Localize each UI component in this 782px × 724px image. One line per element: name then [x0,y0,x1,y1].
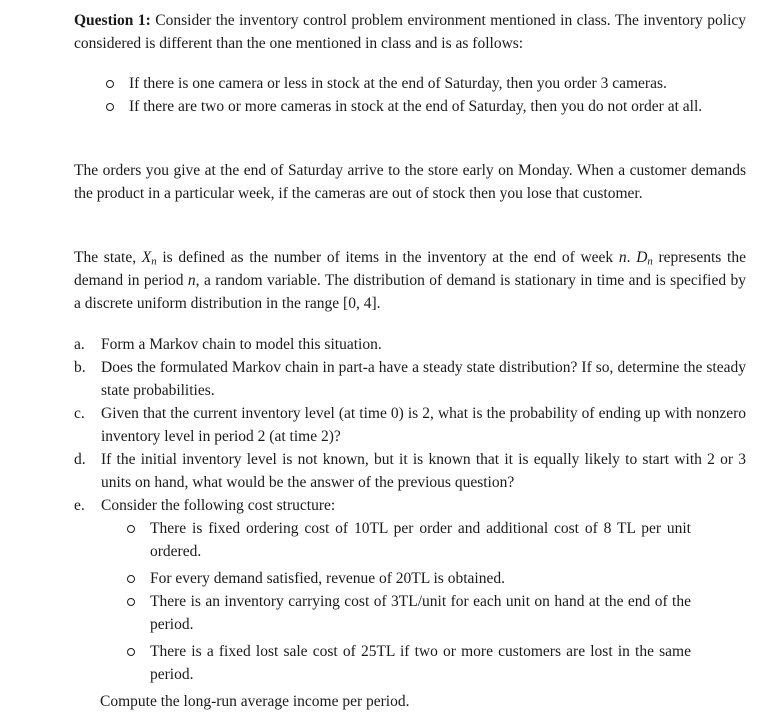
part-text: Consider the following cost structure: [101,497,336,514]
state-text: represents the demand in period [74,249,746,289]
part-item [74,494,746,686]
part-marker: e. [74,497,85,514]
cost-item: There is a fixed lost sale cost of 25TL if two or more customers are lost in the same period. [101,640,691,686]
var-n: n [187,272,196,289]
part-item [74,448,746,494]
part-item [74,402,746,448]
orders-paragraph [74,159,746,205]
state-text: . [376,295,381,312]
state-text: is defined as the number of items in the inventory at the end of week [156,249,619,266]
state-paragraph [74,246,746,315]
var-d: D [636,249,648,266]
state-text: . [626,249,637,266]
parts-list [74,333,746,686]
policy-list [74,72,746,118]
part-item [74,333,746,356]
part-text: Given that the current inventory level (at time 0) is 2, what is the probability of ending up with nonzero inventory level in period 2 (at time 2)? [101,405,746,445]
cost-structure-list [101,517,691,686]
policy-item: If there are two or more cameras in stock at the end of Saturday, then you do not order at all. [74,95,746,118]
demand-range: [0, 4] [343,295,377,312]
state-text: , a random variable. The distribution of demand is stationary in time and is specified by a discrete uniform distribution in the range [74,272,746,312]
policy-item: If there is one camera or less in stock at the end of Saturday, then you order 3 cameras. [74,72,746,95]
question-intro [74,9,746,55]
cost-item: There is fixed ordering cost of 10TL per order and additional cost of 8 TL per unit ordered. [101,517,691,563]
sub-n: n [151,255,157,268]
question-intro-text: Consider the inventory control problem environment mentioned in class. The inventory policy considered is different than the one mentioned in class and is as follows: [74,12,747,52]
sub-n: n [647,255,653,268]
part-marker: b. [74,359,86,376]
part-text: Does the formulated Markov chain in part-a have a steady state distribution? If so, determine the steady state probabilities. [101,359,746,399]
state-text: The state, [74,249,142,266]
var-x: X [141,249,152,266]
part-marker: a. [74,336,85,353]
part-marker: d. [74,451,86,468]
part-text: If the initial inventory level is not known, but it is known that it is equally likely to start with 2 or 3 units on hand, what would be the answer of the previous question? [101,451,746,491]
part-item [74,356,746,402]
part-marker: c. [74,405,85,422]
question-label: Question 1: [74,12,151,29]
final-task-text: Compute the long-run average income per period. [100,693,410,710]
part-text: Form a Markov chain to model this situation. [101,336,382,353]
var-n: n [618,249,627,266]
final-task [100,690,740,713]
cost-item: For every demand satisfied, revenue of 20TL is obtained. [101,567,691,590]
cost-item: There is an inventory carrying cost of 3TL/unit for each unit on hand at the end of the period. [101,590,691,636]
orders-text: The orders you give at the end of Saturday arrive to the store early on Monday. When a customer demands the product in a particular week, if the cameras are out of stock then you lose that customer. [74,162,746,202]
